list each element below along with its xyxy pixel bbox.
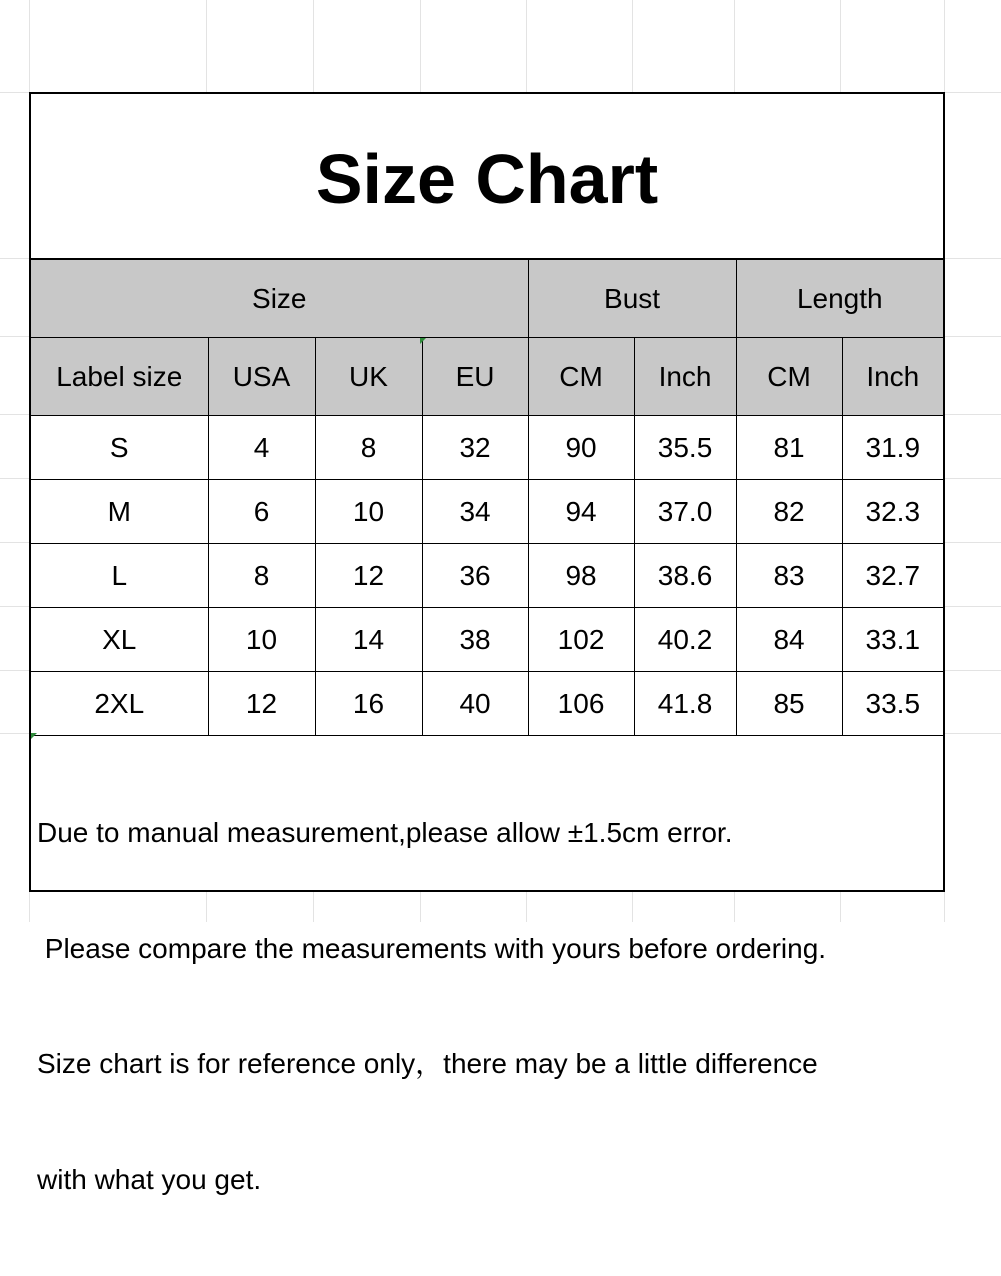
table-cell: 106 — [528, 672, 634, 736]
size-chart — [29, 92, 945, 1195]
table-cell: 38.6 — [634, 544, 736, 608]
cell-comment-marker — [31, 733, 37, 739]
table-cell: 33.5 — [842, 672, 943, 736]
table-cell: 34 — [422, 480, 528, 544]
page-title: Size Chart — [315, 140, 659, 218]
column-header-row — [31, 338, 943, 416]
group-header-row — [31, 260, 943, 338]
table-cell: 32 — [422, 416, 528, 480]
table-cell: 81 — [736, 416, 842, 480]
table-cell: 83 — [736, 544, 842, 608]
table-row — [31, 672, 943, 736]
table-cell: 16 — [315, 672, 422, 736]
table-cell: 10 — [208, 608, 315, 672]
table-cell: 40 — [422, 672, 528, 736]
table-cell: 82 — [736, 480, 842, 544]
table-row — [31, 608, 943, 672]
table-cell: 38 — [422, 608, 528, 672]
table-cell: 12 — [315, 544, 422, 608]
table-cell: 36 — [422, 544, 528, 608]
table-cell: 37.0 — [634, 480, 736, 544]
table-cell: 35.5 — [634, 416, 736, 480]
table-cell: 8 — [315, 416, 422, 480]
table-cell: 94 — [528, 480, 634, 544]
table-cell: 40.2 — [634, 608, 736, 672]
note-line: Size chart is for reference only，there may be a little difference — [37, 1048, 818, 1079]
group-header-size: Size — [31, 260, 528, 338]
column-header: USA — [208, 338, 315, 416]
table-cell: 85 — [736, 672, 842, 736]
group-header-bust: Bust — [528, 260, 736, 338]
note-line: Due to manual measurement,please allow ±1.5cm error. — [37, 817, 733, 848]
table-cell: XL — [31, 608, 208, 672]
table-cell: 41.8 — [634, 672, 736, 736]
measurement-note — [37, 737, 937, 1276]
table-row — [31, 480, 943, 544]
table-cell: M — [31, 480, 208, 544]
table-cell: 33.1 — [842, 608, 943, 672]
note-line: with what you get. — [37, 1163, 262, 1195]
table-row — [31, 416, 943, 480]
table-cell: 84 — [736, 608, 842, 672]
column-header: CM — [528, 338, 634, 416]
column-header: CM — [736, 338, 842, 416]
table-cell: 2XL — [31, 672, 208, 736]
column-header: Inch — [842, 338, 943, 416]
column-header: Inch — [634, 338, 736, 416]
table-cell: 32.3 — [842, 480, 943, 544]
table-cell: 102 — [528, 608, 634, 672]
table-cell: 4 — [208, 416, 315, 480]
table-cell: 14 — [315, 608, 422, 672]
column-header: UK — [315, 338, 422, 416]
table-cell: 8 — [208, 544, 315, 608]
table-cell: 12 — [208, 672, 315, 736]
title-box — [31, 94, 943, 260]
size-table — [31, 260, 943, 736]
table-cell: 31.9 — [842, 416, 943, 480]
table-cell: 32.7 — [842, 544, 943, 608]
table-cell: 90 — [528, 416, 634, 480]
table-cell: L — [31, 544, 208, 608]
table-cell: S — [31, 416, 208, 480]
column-header: Label size — [31, 338, 208, 416]
note-line: Please compare the measurements with yours before ordering. — [37, 932, 827, 964]
table-cell: 6 — [208, 480, 315, 544]
group-header-length: Length — [736, 260, 943, 338]
table-cell: 98 — [528, 544, 634, 608]
table-row — [31, 544, 943, 608]
cell-comment-marker — [420, 338, 426, 344]
table-cell: 10 — [315, 480, 422, 544]
column-header: EU — [422, 338, 528, 416]
